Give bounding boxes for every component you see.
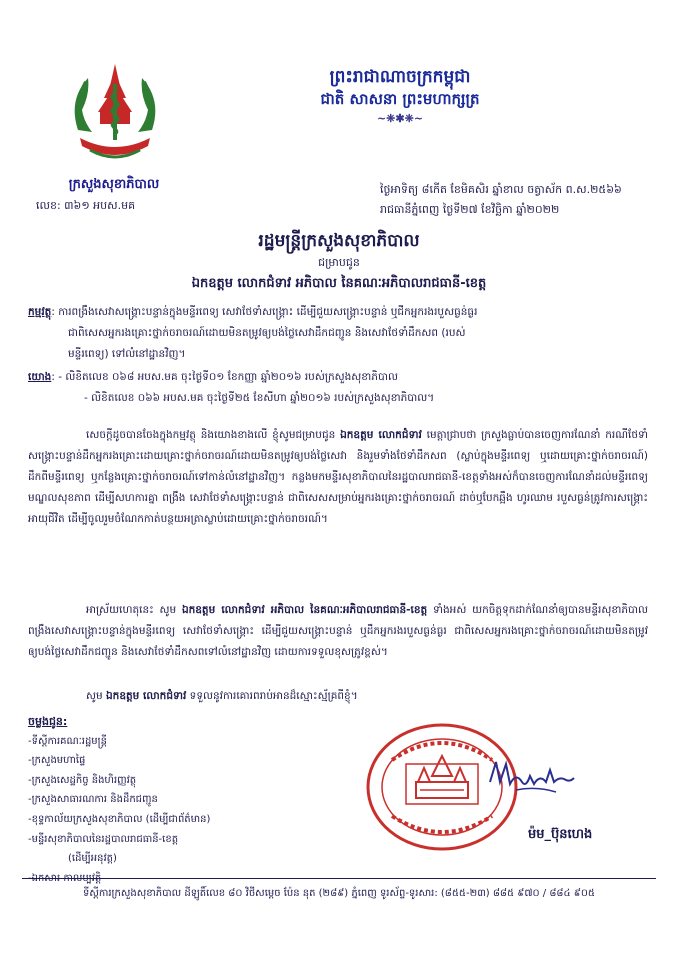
cc-heading: ចម្លងជូន: <box>28 715 68 728</box>
reference-2: - លិខិតលេខ ០៦៦ អបស.មគ ចុះថ្ងៃទី២៥ ខែសីហា ឆ្នាំ២០១៦ របស់ក្រសួងសុខាភិបាល។ <box>84 392 435 404</box>
handwritten-signature <box>486 752 576 798</box>
paragraph-text: មេត្តាជ្រាបថា ក្រសួងធ្លាប់បានចេញការណែនាំ ករណីថែទាំសង្គ្រោះបន្ទាន់ដឹកអ្នករងគ្រោះដោយគ្រោះថ្នាក់ចរាចរណ៍ដោយមិនតម្រូវឲ្យបង់ថ្លៃសេវា និងរួមទាំងថែទាំដឹកសព (ស្លាប់ក្នុងមន្ទីរពេទ្យ ឬដោយគ្រោះថ្នាក់ចរាចរណ៍) ដឹកពីមន្ទីរពេទ្យ ឬកន្លែងគ្រោះថ្នាក់ចរាចរណ៍ទៅកាន់លំនៅដ្ឋានវិញ។ កន្លងមកមន្ទីរសុខាភិបាលនៃរដ្ឋបាលរាជធានី-ខេត្តទាំងអស់ក៏បានចេញការណែនាំដល់មន្ទីរពេទ្យ មណ្ឌលសុខភាព ដើម្បីសហការគ្នា ពង្រឹង សេវាថែទាំសង្គ្រោះបន្ទាន់ ជាពិសេសសម្រាប់អ្នករងគ្រោះថ្នាក់ចរាចរណ៍ ដាច់ឬបែកឆ្អឹង ហូរឈាម របួសធ្ងន់ត្រូវការសង្គ្រោះអាយុជីវិត ដើម្បីចូលរួមចំណែកកាត់បន្ថយអត្រាស្លាប់ដោយគ្រោះថ្នាក់ចរាចរណ៍។ <box>28 429 649 525</box>
closing-text: ទទួលនូវការគោរពរាប់អានដ៏ស្មោះស្ម័គ្រពីខ្ញុំ។ <box>186 690 358 702</box>
kingdom-heading <box>200 66 600 125</box>
paragraph-text: ទាំងអស់ យកចិត្តទុកដាក់ណែនាំឲ្យបានមន្ទីរសុខាភិបាលពង្រឹងសេវាសង្គ្រោះបន្ទាន់ក្នុងមន្ទីរពេទ្យ សេវាថែទាំសង្គ្រោះ ដើម្បីជួយសង្គ្រោះបន្ទាន់ ឬដឹកអ្នករងរបួសធ្ងន់ធ្ងរ ជាពិសេសអ្នករងគ្រោះថ្នាក់ចរាចរណ៍ដោយមិនតម្រូវឲ្យបង់ថ្លៃសេវាដឹកជញ្ជូន និងសេវាថែទាំដឹកសពទៅលំនៅដ្ឋានវិញ ដោយការទទួលខុសត្រូវខ្ពស់។ <box>28 604 648 658</box>
respectfully-to: ជម្រាបជូន <box>318 256 360 269</box>
solar-date: រាជធានីភ្នំពេញ ថ្ងៃទី២៧ ខែវិច្ឆិកា ឆ្នាំ២០២២ <box>380 203 560 216</box>
ornament-icon: ~❈✱❈~ <box>376 112 424 125</box>
kingdom-name: ព្រះរាជាណាចក្រកម្ពុជា <box>329 67 471 87</box>
reference-1: : - លិខិតលេខ ០៦៨ អបស.មគ ចុះថ្ងៃទី០១ ខែកញ្ញា ឆ្នាំ២០១៦ របស់ក្រសួងសុខាភិបាល <box>51 371 398 383</box>
honorific: ឯកឧត្តម លោកជំទាវ <box>106 690 187 702</box>
honorific: ឯកឧត្តម លោកជំទាវ អភិបាល នៃគណៈអភិបាលរាជធានី-ខេត្ត <box>181 604 428 616</box>
ministry-name: ក្រសួងសុខាភិបាល <box>68 177 160 192</box>
references-section <box>28 367 648 409</box>
cc-list <box>28 712 328 888</box>
footer-divider <box>22 878 656 879</box>
subject-label: កម្មវត្ថុ <box>28 306 52 318</box>
paragraph-lead: អាស្រ័យហេតុនេះ សូម <box>86 604 182 616</box>
date-block <box>380 180 650 220</box>
honorific: ឯកឧត្តម លោកជំទាវ <box>340 429 422 441</box>
cc-item: (ដើម្បីអនុវត្ត) <box>68 853 117 865</box>
subject-text-2: ជាពិសេសអ្នករងគ្រោះថ្នាក់ចរាចរណ៍ដោយមិនតម្រូវឲ្យបង់ថ្លៃសេវាដឹកជញ្ជូន និងសេវាថែទាំដឹកសព (របស់ <box>68 327 466 339</box>
body-paragraph-1 <box>28 425 648 530</box>
cc-item: -មន្ទីរសុខាភិបាលនៃរដ្ឋបាលរាជធានី-ខេត្ត <box>28 833 179 845</box>
cc-item: -ក្រសួងសេដ្ឋកិច្ច និងហិរញ្ញវត្ថុ <box>28 774 137 786</box>
recipient: ឯកឧត្តម លោកជំទាវ អភិបាល នៃគណៈអភិបាលរាជធានី-ខេត្ត <box>191 276 487 291</box>
body-paragraph-2 <box>28 600 648 663</box>
cc-item: -ក្រសួងមហាផ្ទៃ <box>28 755 86 767</box>
closing-line <box>28 686 648 707</box>
signer-name: ម៉ម_ប៊ុនហេង <box>528 827 593 842</box>
reference-number: លេខ: ៣៦១ អបស.មគ <box>36 199 136 212</box>
cc-item: -ទីស្ដីការគណៈរដ្ឋមន្ត្រី <box>28 735 107 747</box>
subject-text-1: : ការពង្រឹងសេវាសង្គ្រោះបន្ទាន់ក្នុងមន្ទីរពេទ្យ សេវាថែទាំសង្គ្រោះ ដើម្បីជួយសង្គ្រោះបន្ទាន់ ឬជីកអ្នករងរបួសធ្ងន់ធ្ងរ <box>51 306 478 318</box>
closing-lead: សូម <box>86 690 107 702</box>
footer-address: ទីស្ដីការក្រសួងសុខាភិបាល ដីឡូតិ៍លេខ ៨០ វិថីសម្ដេច ប៉ែន នុត (២៨៩) ភ្នំពេញ ទូរស័ព្ទ-ទូរសារ: (៨៥៥-២៣) ៨៨៥ ៩៧០ / ៨៨៤ ៩០៥ <box>82 888 595 899</box>
cc-item: -ក្រសួងសាធារណការ និងដឹកជញ្ជូន <box>28 794 158 806</box>
paragraph-lead: សេចក្ដីដូចបានចែងក្នុងកម្មវត្ថុ និងយោងខាងលើ ខ្ញុំសូមជម្រាបជូន <box>86 429 341 441</box>
subject-section <box>28 302 648 365</box>
references-label: យោង <box>28 371 52 383</box>
cc-item: -ខុទ្ទកាល័យក្រសួងសុខាភិបាល (ដើម្បីជាព័ត៌មាន) <box>28 813 211 825</box>
cc-item: -ឯកសារ កាលប្បវត្តិ <box>28 872 102 884</box>
ministry-of-health-logo <box>60 60 170 170</box>
lunar-date: ថ្ងៃអាទិត្យ ៨កើត ខែមិគសិរ ឆ្នាំខាល ចត្វាស័ក ព.ស.២៥៦៦ <box>380 183 622 196</box>
subject-text-3: មន្ទីរពេទ្យ) ទៅលំនៅដ្ឋានវិញ។ <box>68 348 186 360</box>
national-motto: ជាតិ សាសនា ព្រះមហាក្សត្រ <box>320 90 480 108</box>
minister-title: រដ្ឋមន្ត្រីក្រសួងសុខាភិបាល <box>258 231 420 251</box>
